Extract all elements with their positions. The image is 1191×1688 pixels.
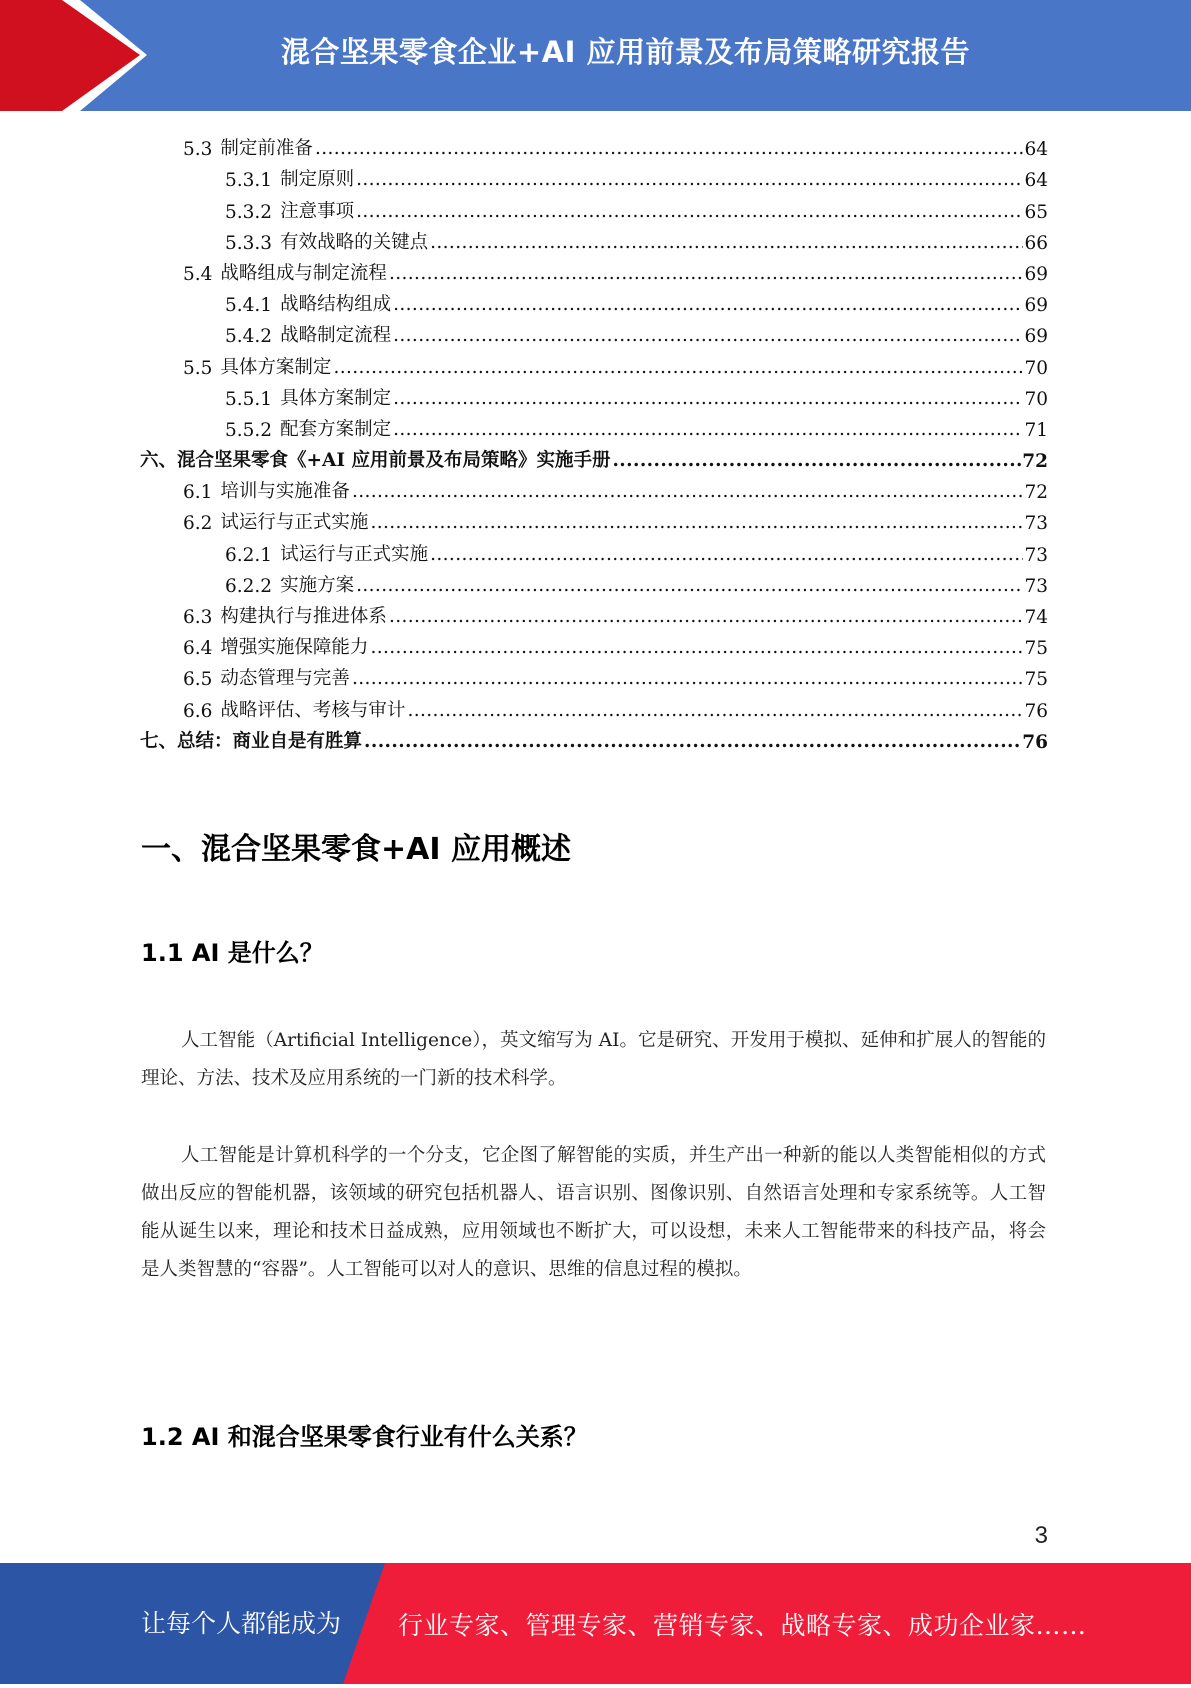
toc-entry[interactable] (140, 254, 1048, 285)
toc-entry-page: 69 (1024, 326, 1048, 348)
toc-entry-page: 64 (1024, 170, 1048, 192)
toc-entry[interactable] (140, 722, 1048, 753)
toc-entry-title: 有效战略的关键点 (280, 231, 429, 253)
paragraph-ai-description: 人工智能是计算机科学的一个分支，它企图了解智能的实质，并生产出一种新的能以人类智能相似的方式做出反应的智能机器，该领域的研究包括机器人、语言识别、图像识别、自然语言处理和专家系统等。人工智能从诞生以来，理论和技术日益成熟，应用领域也不断扩大，可以设想，未来人工智能带来的科技产品，将会是人类智慧的“容器”。人工智能可以对人的意识、思维的信息过程的模拟。 (141, 1145, 1046, 1280)
toc-entry-page: 66 (1024, 232, 1048, 254)
footer-slogan-right: 行业专家、管理专家、营销专家、战略专家、成功企业家…… (398, 1611, 1087, 1640)
toc-dot-leader (315, 145, 1024, 155)
toc-entry-number: 5.5.1 (225, 388, 273, 410)
page-footer (0, 1563, 1191, 1684)
toc-dot-leader (407, 707, 1023, 717)
toc-dot-leader (356, 582, 1023, 592)
toc-entry-title: 试运行与正式实施 (220, 512, 369, 534)
toc-entry-title: 战略制定流程 (280, 325, 392, 347)
toc-dot-leader (389, 270, 1024, 280)
toc-entry-title: 制定原则 (280, 169, 355, 191)
toc-dot-leader (333, 364, 1023, 374)
toc-entry-page: 65 (1024, 201, 1048, 223)
toc-entry-title: 试运行与正式实施 (280, 543, 429, 565)
toc-entry-page: 73 (1024, 544, 1048, 566)
toc-entry-number: 5.3 (183, 139, 213, 161)
toc-entry-title: 六、混合坚果零食《+AI 应用前景及布局策略》实施手册 (140, 450, 611, 472)
header-title: 混合坚果零食企业+AI 应用前景及布局策略研究报告 (280, 35, 971, 69)
toc-entry-page: 69 (1024, 295, 1048, 317)
toc-dot-leader (389, 613, 1024, 623)
toc-entry-number: 6.4 (183, 638, 213, 660)
toc-entry-title: 注意事项 (280, 200, 355, 222)
toc-entry[interactable] (140, 628, 1048, 659)
toc-dot-leader (393, 395, 1023, 405)
toc-dot-leader (430, 239, 1023, 249)
toc-entry-title: 实施方案 (280, 574, 355, 596)
toc-entry[interactable] (140, 597, 1048, 628)
toc-entry-page: 72 (1022, 451, 1048, 473)
toc-entry[interactable] (140, 285, 1048, 316)
page-header (0, 0, 1191, 111)
toc-dot-leader (356, 176, 1023, 186)
toc-dot-leader (352, 675, 1024, 685)
toc-entry[interactable] (140, 534, 1048, 565)
toc-entry-number: 6.2 (183, 513, 213, 535)
toc-entry-number: 6.2.2 (225, 575, 273, 597)
toc-entry-title: 动态管理与完善 (220, 668, 350, 690)
toc-entry-title: 培训与实施准备 (220, 481, 350, 503)
toc-entry-number: 5.4.1 (225, 295, 273, 317)
toc-dot-leader (393, 426, 1023, 436)
toc-entry[interactable] (140, 503, 1048, 534)
toc-entry-page: 73 (1024, 575, 1048, 597)
subsection-heading-1-2: 1.2 AI 和混合坚果零食行业有什么关系？ (141, 1423, 588, 1451)
toc-entry[interactable] (140, 223, 1048, 254)
toc-entry-number: 5.5 (183, 357, 213, 379)
toc-entry-number: 5.3.3 (225, 232, 273, 254)
toc-entry-title: 制定前准备 (220, 138, 313, 160)
toc-entry-page: 73 (1024, 513, 1048, 535)
toc-entry[interactable] (140, 316, 1048, 347)
toc-entry-number: 5.4.2 (225, 326, 273, 348)
toc-entry-number: 5.5.2 (225, 419, 273, 441)
toc-entry-page: 72 (1024, 482, 1048, 504)
toc-entry[interactable] (140, 566, 1048, 597)
table-of-contents (140, 129, 1048, 753)
toc-entry[interactable] (140, 191, 1048, 222)
toc-entry[interactable] (140, 160, 1048, 191)
toc-entry-page: 70 (1024, 357, 1048, 379)
toc-entry-page: 75 (1024, 669, 1048, 691)
toc-dot-leader (393, 301, 1023, 311)
toc-entry[interactable] (140, 441, 1048, 472)
toc-entry-number: 5.4 (183, 263, 213, 285)
section-heading: 一、混合坚果零食+AI 应用概述 (141, 832, 571, 867)
footer-slogan-left: 让每个人都能成为 (141, 1609, 342, 1638)
toc-dot-leader (352, 488, 1024, 498)
toc-entry[interactable] (140, 379, 1048, 410)
toc-entry-number: 6.3 (183, 607, 213, 628)
toc-dot-leader (370, 519, 1023, 529)
toc-dot-leader (393, 332, 1023, 342)
toc-entry[interactable] (140, 472, 1048, 503)
toc-dot-leader (430, 551, 1023, 561)
toc-entry[interactable] (140, 410, 1048, 441)
toc-entry-page: 64 (1024, 139, 1048, 161)
toc-entry-title: 配套方案制定 (280, 418, 392, 440)
toc-entry-number: 5.3.1 (225, 170, 273, 192)
toc-entry-page: 70 (1024, 388, 1048, 410)
toc-entry-title: 构建执行与推进体系 (220, 606, 387, 627)
toc-entry-title: 战略评估、考核与审计 (220, 699, 406, 721)
paragraph-ai-definition: 人工智能（Artificial Intelligence），英文缩写为 AI。它是研究、开发用于模拟、延伸和扩展人的智能的理论、方法、技术及应用系统的一门新的技术科学。 (141, 1030, 1046, 1089)
toc-dot-leader (370, 644, 1023, 654)
toc-entry[interactable] (140, 659, 1048, 690)
toc-entry-title: 七、总结：商业自是有胜算 (140, 730, 363, 752)
toc-entry-number: 5.3.2 (225, 201, 273, 223)
toc-entry-number: 6.2.1 (225, 544, 273, 566)
toc-entry-page: 69 (1024, 263, 1048, 285)
toc-entry-title: 战略结构组成 (280, 294, 392, 316)
subsection-heading-1-1: 1.1 AI 是什么？ (141, 939, 324, 967)
toc-entry-number: 6.6 (183, 700, 213, 722)
toc-entry[interactable] (140, 347, 1048, 378)
toc-entry[interactable] (140, 129, 1048, 160)
toc-entry[interactable] (140, 690, 1048, 721)
page-number: 3 (1034, 1522, 1048, 1549)
toc-dot-leader (356, 208, 1023, 218)
toc-entry-page: 75 (1024, 638, 1048, 660)
toc-entry-page: 76 (1024, 700, 1048, 722)
toc-dot-leader (364, 738, 1021, 748)
toc-dot-leader (612, 457, 1021, 467)
toc-entry-page: 76 (1022, 731, 1048, 753)
toc-entry-title: 具体方案制定 (280, 387, 392, 409)
toc-entry-title: 增强实施保障能力 (220, 637, 369, 659)
toc-entry-title: 具体方案制定 (220, 356, 332, 378)
toc-entry-title: 战略组成与制定流程 (220, 262, 387, 284)
toc-entry-number: 6.5 (183, 669, 213, 691)
toc-entry-page: 74 (1024, 607, 1048, 628)
toc-entry-page: 71 (1024, 419, 1048, 441)
toc-entry-number: 6.1 (183, 482, 213, 504)
